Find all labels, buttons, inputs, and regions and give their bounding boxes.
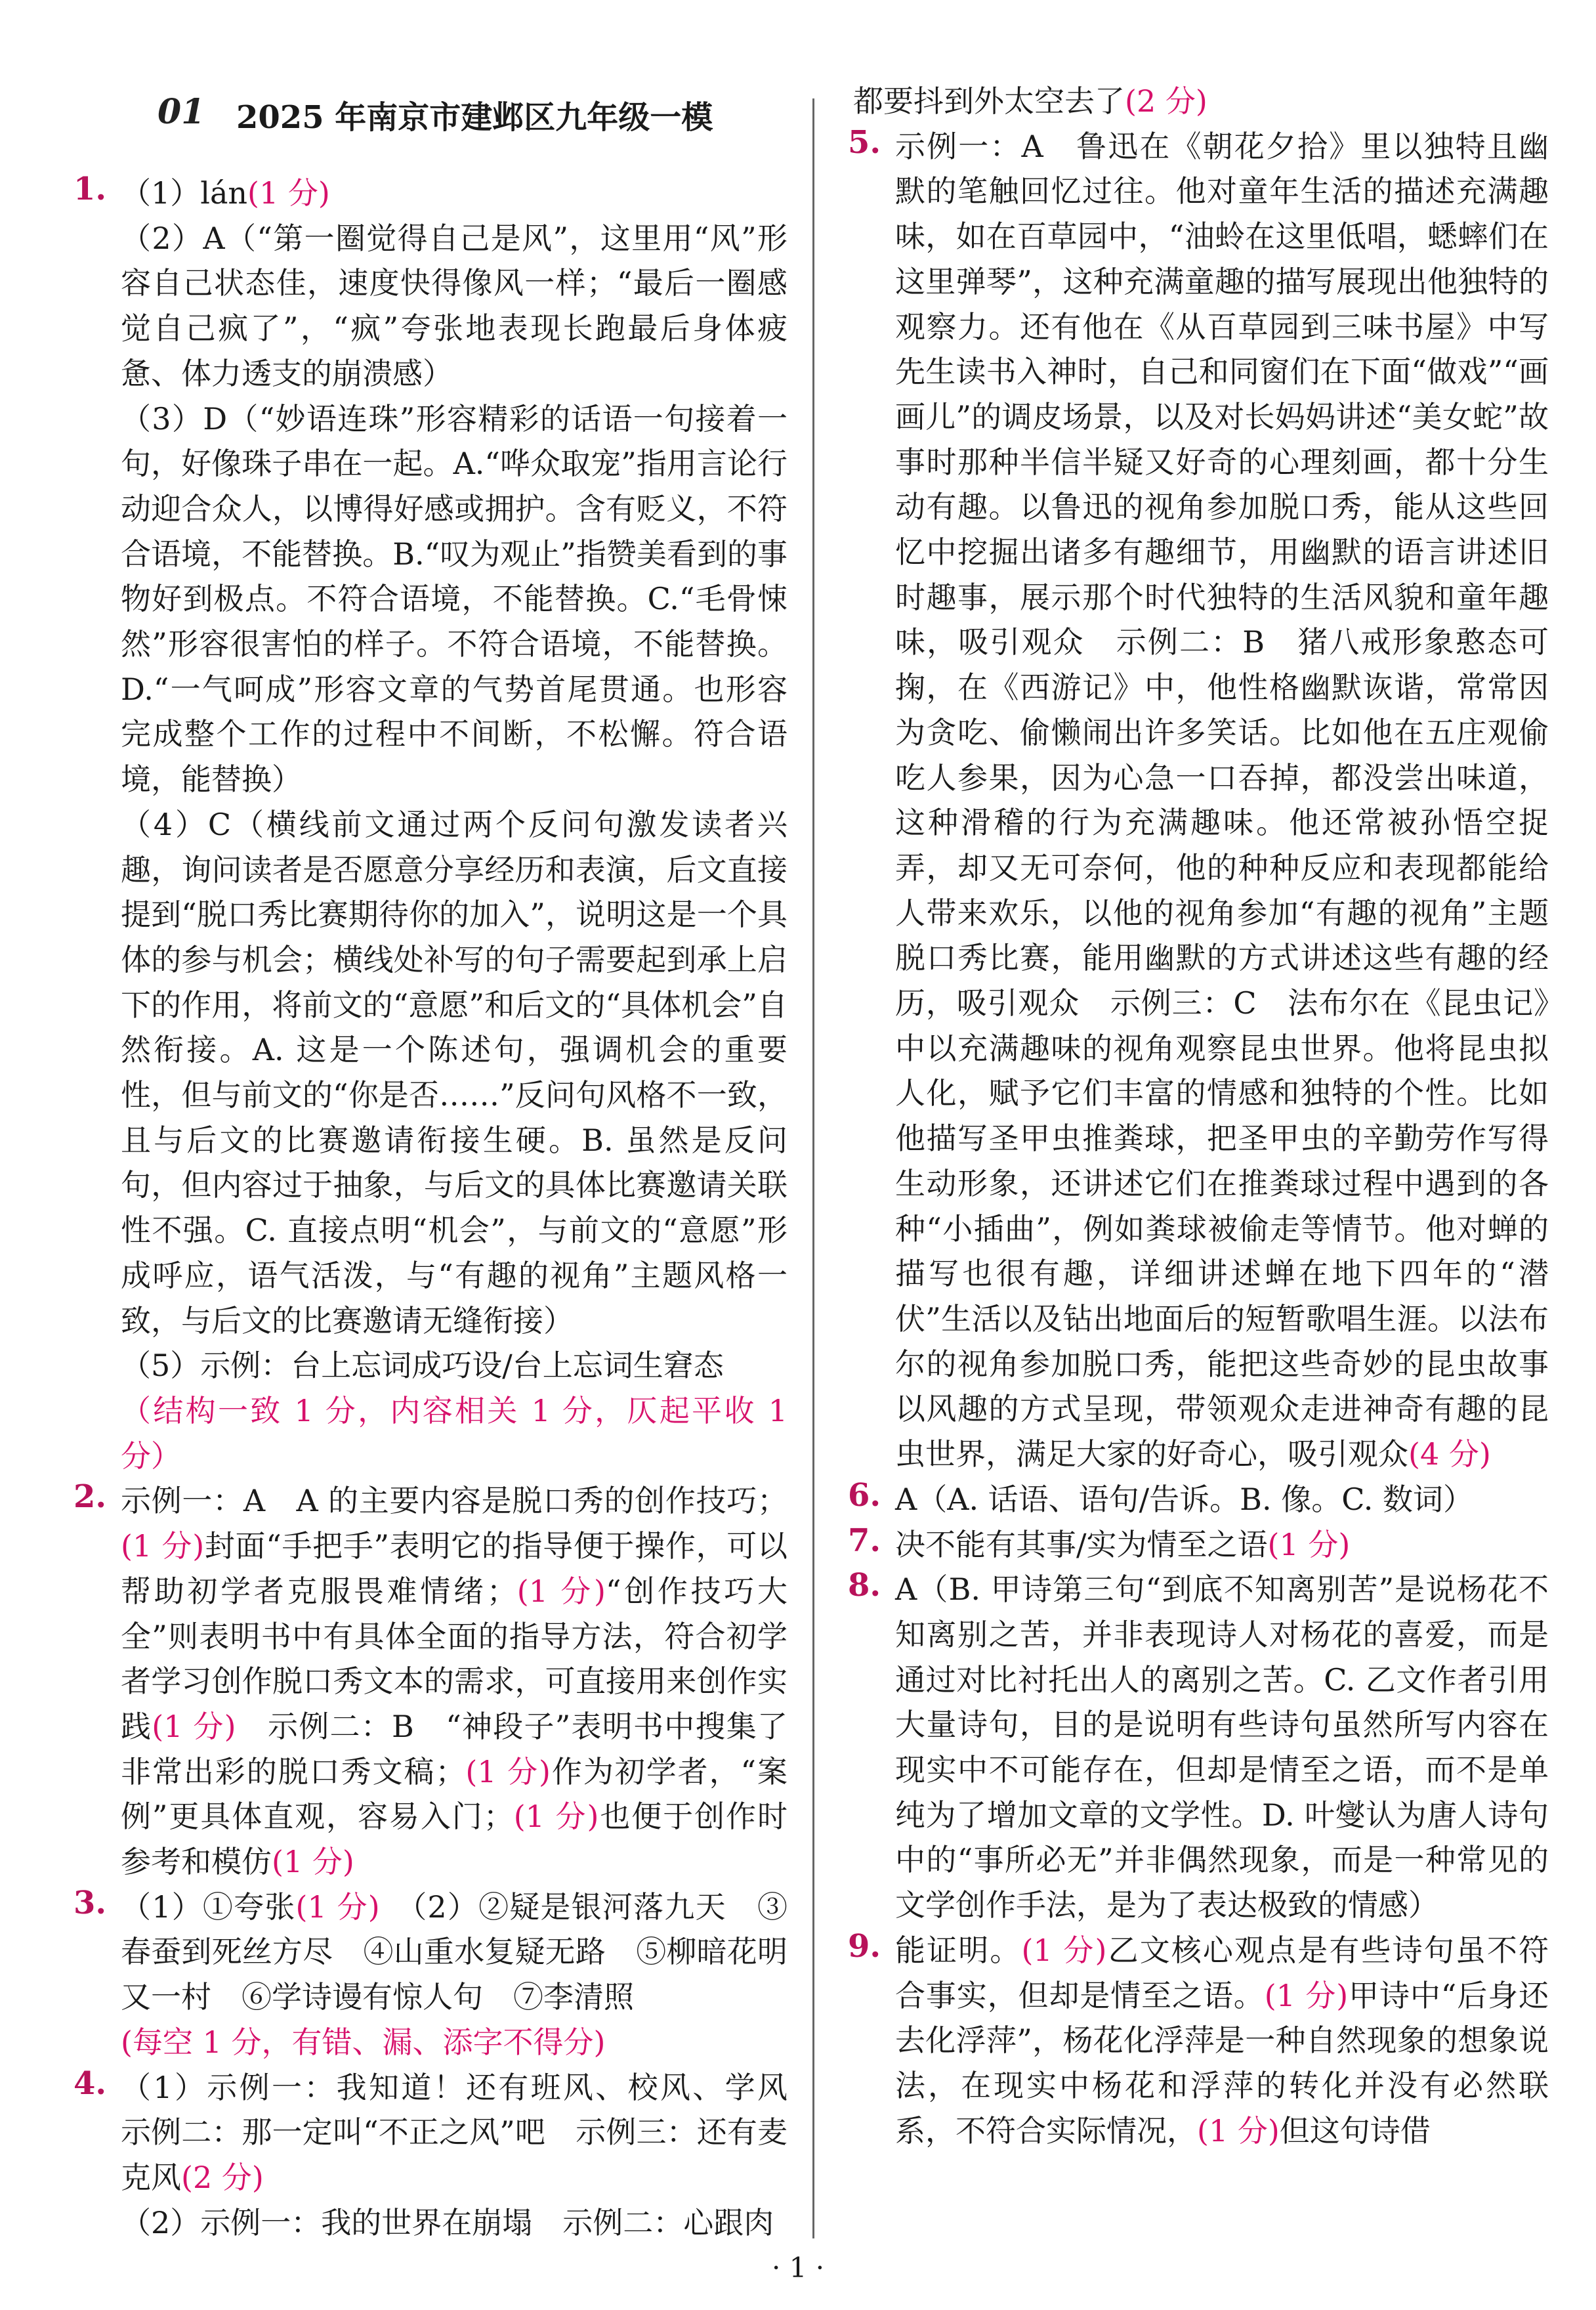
answer-text: 作为初学者，“案例”更具体直观，容易入门； [121, 1753, 788, 1835]
answer-text: 封面“手把手”表明它的指导便于操作，可以帮助初学者克服畏难情绪； [121, 1528, 788, 1609]
answer-text: 决不能有其事/实为情至之语 [895, 1526, 1268, 1562]
answer-4-2: （2）示例一：我的世界在崩塌 示例二：心跟肉 [121, 2204, 774, 2240]
answer-4-continued [853, 79, 1549, 124]
answer-1-2: （2）A（“第一圈觉得自己是风”，这里用“风”形容自己状态佳，速度快得像风一样；“最后一圈感觉自己疯了”，“疯”夸张地表现长跑最后身体疲惫、体力透支的崩溃感） [121, 220, 788, 391]
score-note: (1 分) [272, 1844, 354, 1880]
score-note: (1 分) [1264, 1977, 1349, 2013]
answer-2 [121, 1478, 788, 1884]
answer-1-5: （5）示例：台上忘词成巧设/台上忘词生窘态 [121, 1348, 724, 1384]
score-note: (2 分) [1125, 83, 1208, 119]
answer-1-4: （4）C（横线前文通过两个反问句激发读者兴趣，询问读者是否愿意分享经历和表演，后文直接提到“脱口秀比赛期待你的加入”，说明这是一个具体的参与机会；横线处补写的句子需要起到承上启下的作用，将前文的“意愿”和后文的“具体机会”自然衔接。A. 这是一个陈述句，强调机会的重要性，但与前文的“你是否……”反问句风格不一致，且与后文的比赛邀请衔接生硬。B. 虽然是反问句，但内容过于抽象，与后文的具体比赛邀请关联性不强。C. 直接点明“机会”，与前文的“意愿”形成呼应，语气活泼，与“有趣的视角”主题风格一致，与后文的比赛邀请无缝衔接） [121, 806, 788, 1338]
answer-text: （1）①夸张 [121, 1889, 296, 1925]
question-number: 6. [848, 1476, 881, 1514]
question-8 [848, 1567, 1549, 1928]
answer-text: 也便于创作时参考和模仿 [121, 1799, 788, 1880]
question-6 [848, 1476, 1549, 1522]
question-1 [74, 171, 788, 1478]
score-note: (1 分) [295, 1889, 380, 1925]
answer-1-1 [121, 171, 788, 216]
score-note: (1 分) [1021, 1932, 1107, 1968]
question-number: 1. [74, 171, 107, 207]
question-number: 3. [74, 1884, 107, 1921]
answer-4-1 [121, 2065, 818, 2200]
answer-1-3: （3）D（“妙语连珠”形容精彩的话语一句接着一句，好像珠子串在一起。A.“哗众取宠”指用言论行动迎合众人，以博得好感或拥护。含有贬义，不符合语境，不能替换。B.“叹为观止”指赞美看到的事物好到极点。不符合语境，不能替换。C.“毛骨悚然”形容很害怕的样子。不符合语境，不能替换。D.“一气呵成”形容文章的气势首尾贯通。也形容完成整个工作的过程中不间断，不松懈。符合语境，能替换） [121, 400, 788, 798]
answer-text: （1）lán [121, 175, 248, 211]
score-note: (1 分) [121, 1528, 205, 1564]
score-note: (1 分) [152, 1708, 236, 1744]
score-note: (4 分) [1408, 1436, 1491, 1472]
score-note: (1 分) [516, 1573, 606, 1609]
answer-text: 示例一：A A 的主要内容是脱口秀的创作技巧； [121, 1483, 788, 1519]
question-number: 7. [848, 1522, 881, 1559]
question-number: 2. [74, 1478, 107, 1516]
answer-5 [895, 124, 1549, 1477]
answer-3 [121, 1885, 788, 2020]
answer-text: 示例一：A 鲁迅在《朝花夕拾》里以独特且幽默的笔触回忆过往。他对童年生活的描述充满趣味，如在百草园中，“油蛉在这里低唱，蟋蟀们在这里弹琴”，这种充满童趣的描写展现出他独特的观察力。还有他在《从百草园到三味书屋》中写先生读书入神时，自己和同窗们在下面“做戏”“画画儿”的调皮场景，以及对长妈妈讲述“美女蛇”故事时那种半信半疑又好奇的心理刻画，都十分生动有趣。以鲁迅的视角参加脱口秀，能从这些回忆中挖掘出诸多有趣细节，用幽默的语言讲述旧时趣事，展示那个时代独特的生活风貌和童年趣味，吸引观众 示例二：B 猪八戒形象憨态可掬，在《西游记》中，他性格幽默诙谐，常常因为贪吃、偷懒闹出许多笑话。比如他在五庄观偷吃人参果，因为心急一口吞掉，都没尝出味道，这种滑稽的行为充满趣味。他还常被孙悟空捉弄，却又无可奈何，他的种种反应和表现都能给人带来欢乐，以他的视角参加“有趣的视角”主题脱口秀比赛，能用幽默的方式讲述这些有趣的经历，吸引观众 示例三：C 法布尔在《昆虫记》中以充满趣味的视角观察昆虫世界。他将昆虫拟人化，赋予它们丰富的情感和独特的个性。比如他描写圣甲虫推粪球，把圣甲虫的辛勤劳作写得生动形象，还讲述它们在推粪球过程中遇到的各种“小插曲”，例如粪球被偷走等情节。他对蝉的描写也很有趣，详细讲述蝉在地下四年的“潜伏”生活以及钻出地面后的短暂歌唱生涯。以法布尔的视角参加脱口秀，能把这些奇妙的昆虫故事以风趣的方式呈现，带领观众走进神奇有趣的昆虫世界，满足大家的好奇心，吸引观众 [895, 128, 1549, 1472]
answer-7 [895, 1522, 1549, 1568]
score-note: (1 分) [465, 1753, 551, 1789]
score-note: （结构一致 1 分，内容相关 1 分，仄起平收 1 分） [121, 1392, 788, 1474]
answer-text: （1）示例一：我知道！还有班风、校风、学风 示例二：那一定叫“不正之风”吧 示例三：还有麦克风 [121, 2069, 818, 2195]
question-3 [74, 1884, 788, 2065]
score-note: (1 分) [1267, 1526, 1351, 1562]
answer-text: 甲诗中“后身还去化浮萍”，杨花化浮萍是一种自然现象的想象说法，在现实中杨花和浮萍的转化并没有必然联系，不符合实际情况， [895, 1977, 1549, 2149]
section-number: 01 [158, 92, 205, 132]
score-note: (1 分) [1197, 2112, 1280, 2149]
score-note: (每空 1 分，有错、漏、添字不得分) [121, 2024, 606, 2060]
question-4 [74, 2064, 818, 2246]
answer-text: 都要抖到外太空去了 [853, 83, 1125, 119]
answer-text: 但这句诗借 [1279, 2112, 1431, 2149]
section-header [79, 79, 788, 171]
answer-6: A（A. 话语、语句/告诉。B. 像。C. 数词） [895, 1481, 1474, 1517]
left-column [74, 79, 818, 2245]
answer-text: 能证明。 [895, 1932, 1022, 1968]
column-divider [812, 98, 814, 2238]
question-number: 8. [848, 1567, 881, 1604]
answer-text: 乙文核心观点是有些诗句虽不符合事实，但却是情至之语。 [895, 1932, 1549, 2013]
answer-text: “创作技巧大全”则表明书中有具体全面的指导方法，符合初学者学习创作脱口秀文本的需求，可直接用来创作实践 [121, 1573, 788, 1744]
question-7 [848, 1522, 1549, 1568]
question-9 [848, 1927, 1549, 2154]
right-column [848, 79, 1549, 2153]
question-number: 5. [848, 123, 881, 161]
answer-text: 示例二：B “神段子”表明书中搜集了非常出彩的脱口秀文稿； [121, 1708, 788, 1789]
score-note: (1 分) [513, 1799, 599, 1835]
question-5 [848, 123, 1549, 1477]
question-2 [74, 1478, 788, 1884]
answer-9 [895, 1928, 1549, 2154]
score-note: (2 分) [181, 2159, 264, 2195]
score-note: (1 分) [247, 175, 330, 211]
section-title: 2025 年南京市建邺区九年级一模 [236, 99, 713, 136]
answer-text: （2）②疑是银河落九天 ③春蚕到死丝方尽 ④山重水复疑无路 ⑤柳暗花明又一村 ⑥学诗谩有惊人句 ⑦李清照 [121, 1889, 788, 2015]
answer-8: A（B. 甲诗第三句“到底不知离别苦”是说杨花不知离别之苦，并非表现诗人对杨花的喜爱，而是通过对比衬托出人的离别之苦。C. 乙文作者引用大量诗句，目的是说明有些诗句虽然所写内容在现实中不可能存在，但却是情至之语，而不是单纯为了增加文章的文学性。D. 叶燮认为唐人诗句中的“事所必无”并非偶然现象，而是一种常见的文学创作手法，是为了表达极致的情感） [895, 1572, 1549, 1923]
question-number: 9. [848, 1927, 881, 1965]
page-number: · 1 · [771, 2252, 825, 2284]
question-number: 4. [74, 2064, 107, 2102]
